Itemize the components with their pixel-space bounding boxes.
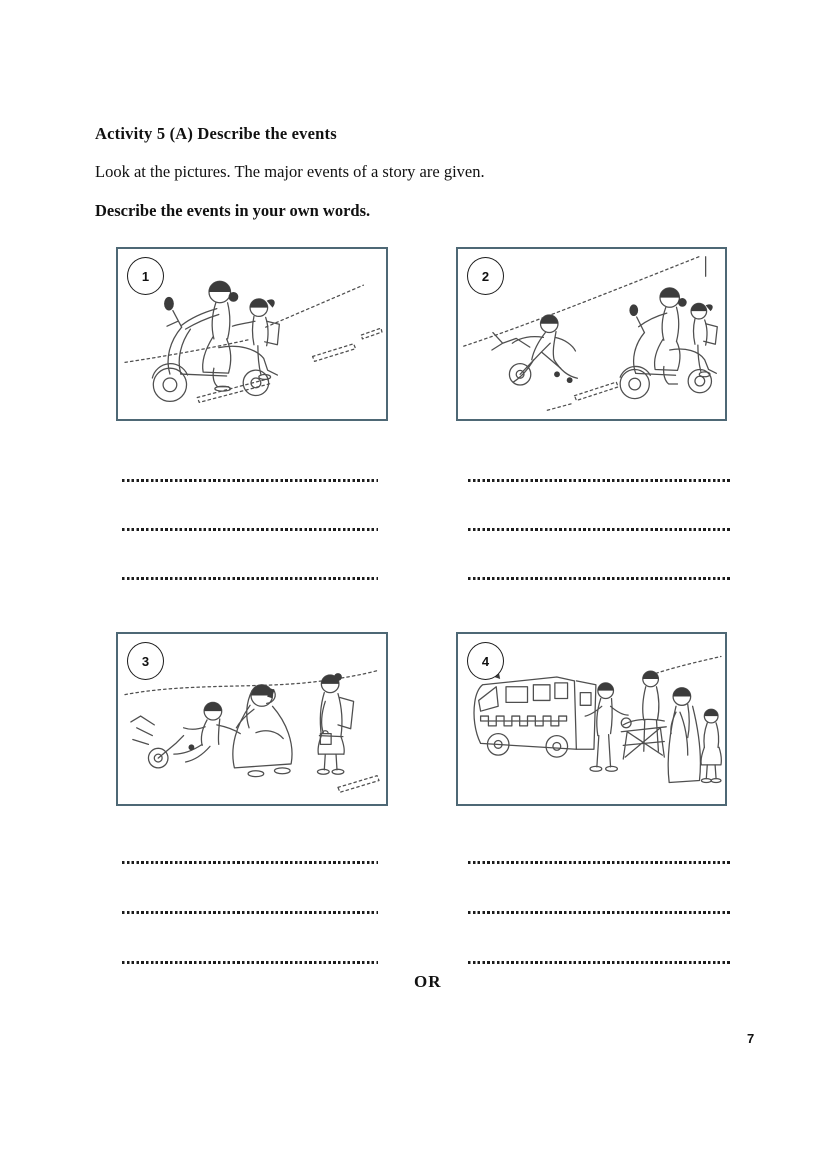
answer-line [122, 577, 378, 580]
picture-number: 2 [481, 268, 490, 284]
picture-number-badge [127, 642, 164, 680]
answer-line [468, 479, 730, 482]
picture-frame-3 [116, 632, 388, 806]
picture-number-badge [127, 257, 164, 295]
picture-frame-4 [456, 632, 727, 806]
page-number: 7 [747, 1031, 755, 1046]
picture-number-badge [467, 257, 504, 295]
answer-line [468, 861, 730, 864]
intro-text: Look at the pictures. The major events of a story are given. [95, 162, 485, 181]
answer-line [122, 861, 378, 864]
instruction-text: Describe the events in your own words. [95, 201, 371, 220]
answer-line [468, 577, 730, 580]
picture-number-badge [467, 642, 504, 680]
answer-line [122, 911, 378, 914]
activity-title: Activity 5 (A) Describe the events [95, 124, 337, 143]
answer-line [468, 961, 730, 964]
picture-frame-2 [456, 247, 727, 421]
picture-number: 3 [141, 653, 150, 669]
answer-line [122, 479, 378, 482]
picture-number: 4 [481, 653, 490, 669]
answer-line [468, 911, 730, 914]
picture-frame-1 [116, 247, 388, 421]
answer-line [468, 528, 730, 531]
or-separator: OR [414, 972, 442, 991]
answer-line [122, 961, 378, 964]
answer-line [122, 528, 378, 531]
picture-number: 1 [141, 268, 150, 284]
